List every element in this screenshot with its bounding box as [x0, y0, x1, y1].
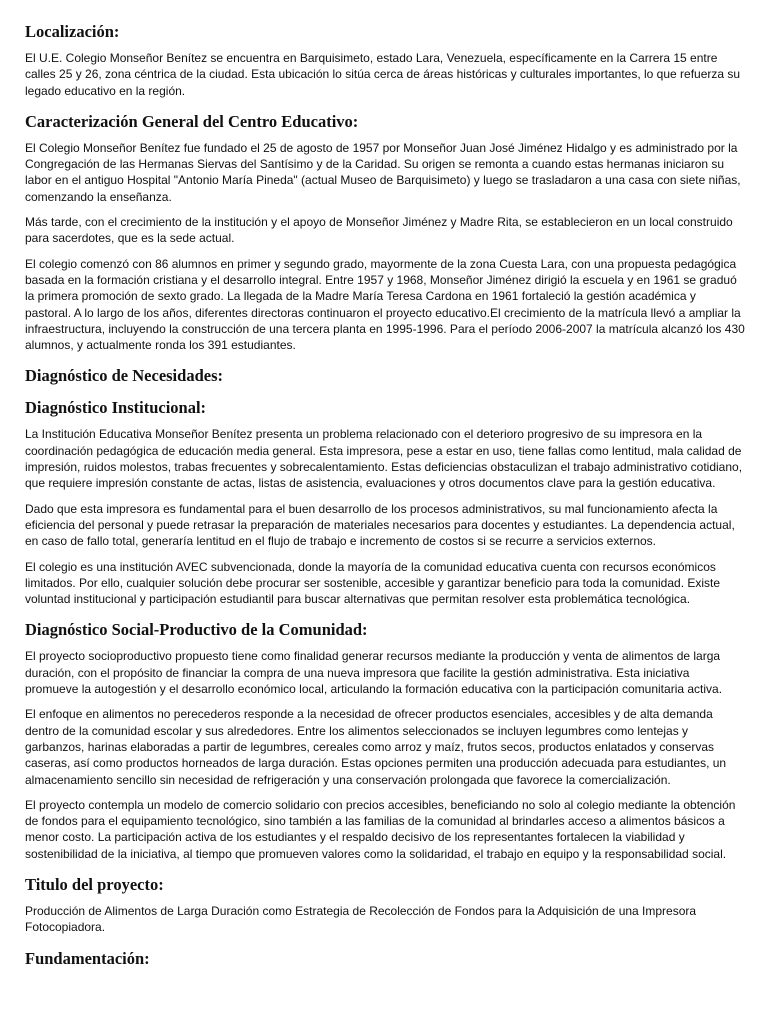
heading-fundamentacion: Fundamentación:: [25, 948, 150, 968]
heading-diagnostico-institucional: Diagnóstico Institucional:: [25, 398, 207, 418]
paragraph-problema-impresora: La Institución Educativa Monseñor Benítez presenta un problema relacionado con el deterioro progresivo de su impresora en la coordinación pedagógica de educación media general. Esta impresora, pese a estar en uso, tiene fallas como lentitud, mala calidad de impresión, ruidos molestos, trabas frecuentes y sobrecalentamiento. Estas deficiencias obstaculizan el trabajo administrativo cotidiano, que requiere impresión constante de actas, listas de asistencia, evaluaciones y otros documentos clave para la gestión educativa.: [25, 427, 743, 491]
heading-diagnostico-necesidades: Diagnóstico de Necesidades:: [25, 366, 223, 386]
document-page: [25, 22, 745, 977]
paragraph-comercio-solidario: El proyecto contempla un modelo de comercio solidario con precios accesibles, beneficiando no solo al colegio mediante la obtención de fondos para el equipamiento tecnológico, sino también a las familias de la comunidad al brindarles acceso a alimentos básicos a menor costo. La participación activa de los estudiantes y el respaldo decisivo de los representantes fortalecen la viabilidad y sostenibilidad de la iniciativa, al tiempo que promueven valores como la solidaridad, el trabajo en equipo y la responsabilidad social.: [25, 797, 736, 861]
heading-diagnostico-social-productivo: Diagnóstico Social-Productivo de la Comunidad:: [25, 620, 368, 640]
paragraph-finalidad-proyecto: El proyecto socioproductivo propuesto tiene como finalidad generar recursos mediante la producción y venta de alimentos de larga duración, con el propósito de financiar la compra de una nueva impresora que facilite la gestión administrativa. Esta iniciativa promueve la autogestión y el desarrollo económico local, articulando la formación educativa con la participación comunitaria activa.: [25, 649, 723, 697]
paragraph-fundacion: El Colegio Monseñor Benítez fue fundado el 25 de agosto de 1957 por Monseñor Juan José Jiménez Hidalgo y es administrado por la Congregación de las Hermanas Siervas del Santísimo y de la Caridad. Su origen se remonta a cuando estas hermanas iniciaron su labor en el antiguo Hospital "Antonio María Pineda" (actual Museo de Barquisimeto) y luego se trasladaron a una casa con siete niñas, comenzando la enseñanza.: [25, 140, 741, 204]
heading-titulo-proyecto: Titulo del proyecto:: [25, 874, 164, 894]
paragraph-contexto-avec: El colegio es una institución AVEC subvencionada, donde la mayoría de la comunidad educativa cuenta con recursos económicos limitados. Por ello, cualquier solución debe procurar ser sostenible, accesible y garantizar beneficio para toda la comunidad. Existe voluntad institucional y participación estudiantil para buscar alternativas que permitan resolver esta problemática tecnológica.: [25, 559, 721, 607]
paragraph-titulo-proyecto: Producción de Alimentos de Larga Duración como Estrategia de Recolección de Fondos para la Adquisición de una Impresora Fotocopiadora.: [25, 903, 697, 935]
paragraph-historia-matricula: El colegio comenzó con 86 alumnos en primer y segundo grado, mayormente de la zona Cuesta Lara, con una propuesta pedagógica basada en la formación cristiana y el desarrollo integral. Entre 1957 y 1968, Monseñor Jiménez dirigió la escuela y en 1961 se graduó la primera promoción de sexto grado. La llegada de la Madre María Teresa Cardona en 1961 fortaleció la gestión académica y pastoral. A lo largo de los años, diferentes directoras continuaron el proyecto educativo.El crecimiento de la matrícula llevó a ampliar la infraestructura, incluyendo la construcción de una tercera planta en 1995-1996. Para el período 2006-2007 la matrícula alcanzó los 430 alumnos, y actualmente ronda los 391 estudiantes.: [25, 256, 745, 353]
paragraph-alimentos-no-perecederos: El enfoque en alimentos no perecederos responde a la necesidad de ofrecer productos esenciales, accesibles y de alta demanda dentro de la comunidad escolar y sus alrededores. Entre los alimentos seleccionados se incluyen legumbres como lentejas y garbanzos, harinas elaboradas a partir de legumbres, cereales como arroz y maíz, frutos secos, productos enlatados y conservas caseras, así como productos horneados de larga duración. Estas opciones permiten una producción adecuada para estudiantes, un almacenamiento sencillo sin necesidad de refrigeración y una conservación prolongada que favorece la comercialización.: [25, 707, 727, 787]
paragraph-sede-actual: Más tarde, con el crecimiento de la institución y el apoyo de Monseñor Jiménez y Madre Rita, se establecieron en un local construido para sacerdotes, que es la sede actual.: [25, 215, 733, 246]
heading-localizacion: Localización:: [25, 22, 120, 41]
paragraph-impacto-administrativo: Dado que esta impresora es fundamental para el buen desarrollo de los procesos administrativos, su mal funcionamiento afecta la eficiencia del personal y puede retrasar la preparación de materiales necesarios para docentes y estudiantes. La dependencia actual, en caso de fallo total, generaría lentitud en el flujo de trabajo e incremento de costos si se recurre a servicios externos.: [25, 501, 735, 549]
heading-caracterizacion: Caracterización General del Centro Educativo:: [25, 111, 359, 131]
paragraph-localizacion: El U.E. Colegio Monseñor Benítez se encuentra en Barquisimeto, estado Lara, Venezuela, específicamente en la Carrera 15 entre calles 25 y 26, zona céntrica de la ciudad. Esta ubicación lo sitúa cerca de áreas históricas y culturales importantes, lo que refuerza su legado educativo en la región.: [25, 51, 741, 98]
